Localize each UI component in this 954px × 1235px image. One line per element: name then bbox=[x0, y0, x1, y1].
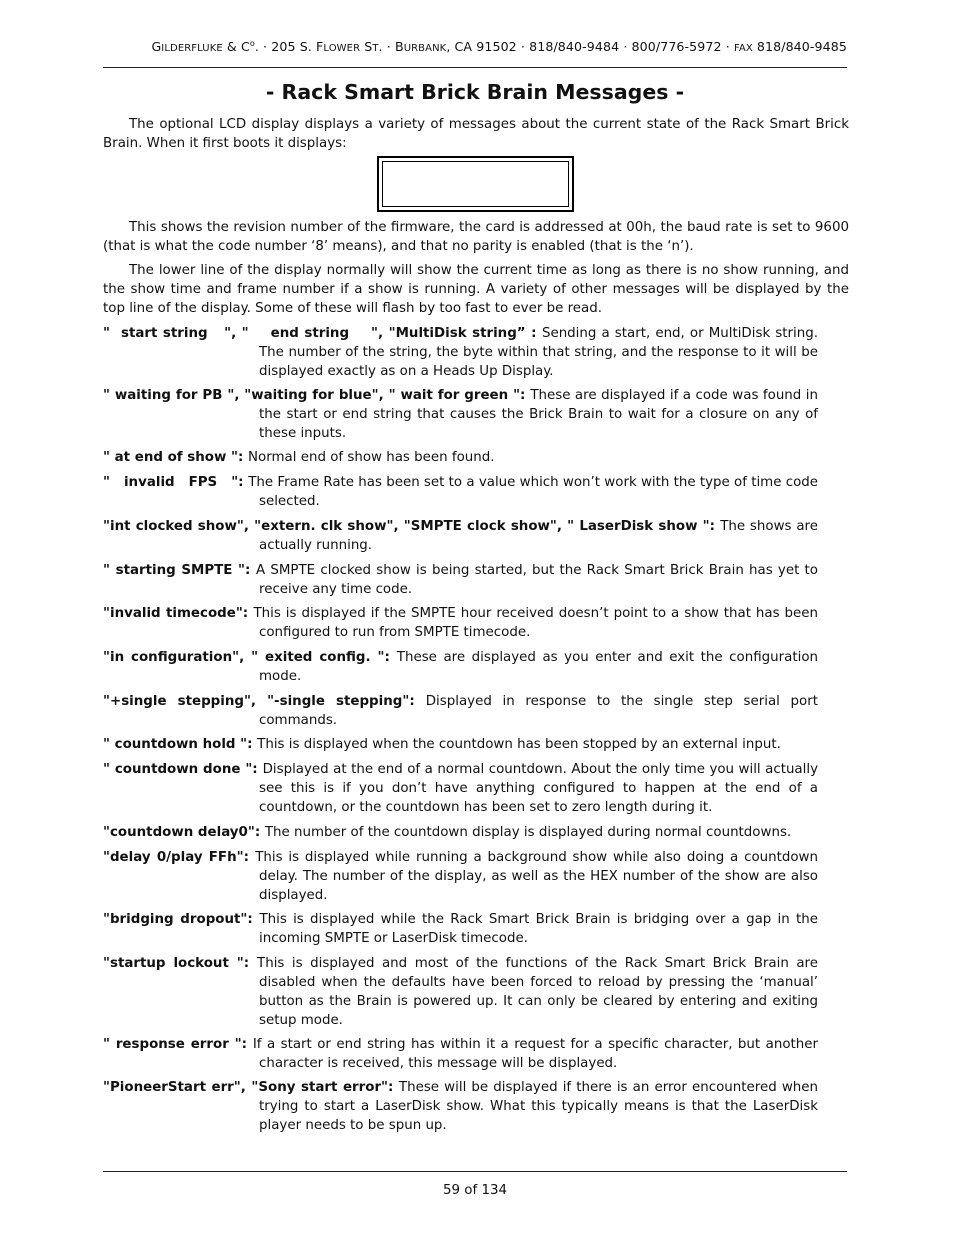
message-entry bbox=[103, 1035, 818, 1073]
message-description: These are displayed if a code was found in the start or end string that causes the Brick Brain to wait for a closure on any of these inputs. bbox=[259, 388, 818, 441]
message-term: "startup lockout ": bbox=[103, 956, 258, 971]
page-header bbox=[103, 39, 847, 54]
header-company: G bbox=[151, 39, 162, 55]
message-entry bbox=[103, 604, 818, 642]
header-street-st: S bbox=[360, 39, 373, 55]
message-entry bbox=[103, 823, 818, 842]
message-entry bbox=[103, 692, 818, 730]
message-term: " invalid FPS ": bbox=[103, 475, 249, 490]
message-description: The number of the countdown display is displayed during normal countdowns. bbox=[264, 825, 792, 840]
message-term: " at end of show ": bbox=[103, 450, 249, 465]
message-term: "int clocked show", "extern. clk show", "SMPTE clock show", " LaserDisk show ": bbox=[103, 519, 721, 534]
lcd-display-box bbox=[377, 156, 574, 212]
message-term: " countdown hold ": bbox=[103, 737, 258, 752]
message-term: "in configuration", " exited config. ": bbox=[103, 650, 397, 665]
header-company-sup: o bbox=[249, 39, 255, 48]
header-company-smallcaps: ILDERFLUKE bbox=[161, 43, 223, 55]
message-description: The shows are actually running. bbox=[259, 519, 818, 553]
message-description: This is displayed and most of the functions of the Rack Smart Brick Brain are disabled when the defaults have been forced to reload by pressing the ‘manual’ button as the Brain is powered up. It can only be cleared by entering and exiting setup mode. bbox=[257, 956, 818, 1028]
message-entry bbox=[103, 517, 818, 555]
header-company-dot: . bbox=[254, 39, 259, 55]
message-description: A SMPTE clocked show is being started, but the Rack Smart Brick Brain has yet to receive any time code. bbox=[256, 563, 818, 597]
message-description: If a start or end string has within it a request for a specific character, but another character is received, this message will be displayed. bbox=[252, 1037, 818, 1071]
header-street-st-smallcaps: T bbox=[372, 43, 379, 55]
message-entry bbox=[103, 448, 818, 467]
message-entry bbox=[103, 760, 818, 817]
message-description: These are displayed as you enter and exit the configuration mode. bbox=[259, 650, 818, 684]
header-street-smallcaps: LOWER bbox=[323, 43, 361, 55]
page-title: - Rack Smart Brick Brain Messages - bbox=[265, 80, 685, 104]
message-entry bbox=[103, 561, 818, 599]
message-term: "delay 0/play FFh": bbox=[103, 850, 256, 865]
header-street-number: · 205 S. bbox=[258, 39, 317, 55]
header-location-phones: , CA 91502 · 818/840-9484 · 800/776-5972 · bbox=[446, 39, 734, 55]
header-fax-number: 818/840-9485 bbox=[752, 39, 847, 55]
message-entry bbox=[103, 848, 818, 905]
message-term: " waiting for PB ", "waiting for blue", " wait for green ": bbox=[103, 388, 531, 403]
message-term: " response error ": bbox=[103, 1037, 253, 1052]
message-term: " start string ", " end string ", "MultiDisk string” : bbox=[103, 326, 542, 341]
message-entry bbox=[103, 473, 818, 511]
intro-paragraph: This shows the revision number of the firmware, the card is addressed at 00h, the baud rate is set to 9600 (that is what the code number ‘8’ means), and that no parity is enabled (that is the ‘n’). bbox=[103, 220, 849, 254]
message-term: "+single stepping", "-single stepping": bbox=[103, 694, 426, 709]
message-term: "countdown delay0": bbox=[103, 825, 265, 840]
footer-rule bbox=[103, 1171, 847, 1172]
message-description: Normal end of show has been found. bbox=[248, 450, 495, 465]
message-description: The Frame Rate has been set to a value which won’t work with the type of time code selected. bbox=[248, 475, 819, 509]
intro-paragraph: The lower line of the display normally will show the current time as long as there is no show running, and the show time and frame number if a show is running. A variety of other messages will be displayed by the top line of the display. Some of these will flash by too fast to ever be read. bbox=[103, 263, 849, 316]
header-rule bbox=[103, 67, 847, 68]
header-city-smallcaps: URBANK bbox=[403, 43, 447, 55]
message-description: Displayed in response to the single step serial port commands. bbox=[259, 694, 818, 728]
page-number: 59 of 134 bbox=[442, 1183, 508, 1198]
message-description: Sending a start, end, or MultiDisk string. The number of the string, the byte within that string, and the response to it will be displayed exactly as on a Heads Up Display. bbox=[259, 326, 818, 379]
message-term: " countdown done ": bbox=[103, 762, 263, 777]
message-description: This is displayed while running a background show while also doing a countdown delay. The number of the display, as well as the HEX number of the show are also displayed. bbox=[255, 850, 818, 903]
message-entry bbox=[103, 735, 818, 754]
message-term: "bridging dropout": bbox=[103, 912, 260, 927]
intro-paragraph: The optional LCD display displays a variety of messages about the current state of the Rack Smart Brick Brain. When it first boots it displays: bbox=[103, 117, 849, 151]
header-city: . · B bbox=[378, 39, 404, 55]
message-entry bbox=[103, 386, 818, 443]
message-term: "PioneerStart err", "Sony start error": bbox=[103, 1080, 399, 1095]
message-description: This is displayed when the countdown has been stopped by an external input. bbox=[257, 737, 781, 752]
message-term: " starting SMPTE ": bbox=[103, 563, 256, 578]
message-entry bbox=[103, 954, 818, 1030]
message-entry bbox=[103, 910, 818, 948]
message-description: These will be displayed if there is an error encountered when trying to start a LaserDisk show. What this typically means is that the LaserDisk player needs to be spun up. bbox=[259, 1080, 818, 1133]
message-description: Displayed at the end of a normal countdown. About the only time you will actually see this is if you don’t have anything configured to happen at the end of a countdown, or the countdown has been set to zero length during it. bbox=[259, 762, 819, 815]
message-entry bbox=[103, 324, 818, 381]
message-entry bbox=[103, 648, 818, 686]
message-description: This is displayed while the Rack Smart Brick Brain is bridging over a gap in the incoming SMPTE or LaserDisk timecode. bbox=[259, 912, 818, 946]
header-company-co: & C bbox=[222, 39, 250, 55]
message-description: This is displayed if the SMPTE hour received doesn’t point to a show that has been configured to run from SMPTE timecode. bbox=[253, 606, 818, 640]
header-street: F bbox=[316, 39, 324, 55]
message-term: "invalid timecode": bbox=[103, 606, 254, 621]
message-entry bbox=[103, 1078, 818, 1135]
header-fax-label: FAX bbox=[733, 43, 753, 55]
